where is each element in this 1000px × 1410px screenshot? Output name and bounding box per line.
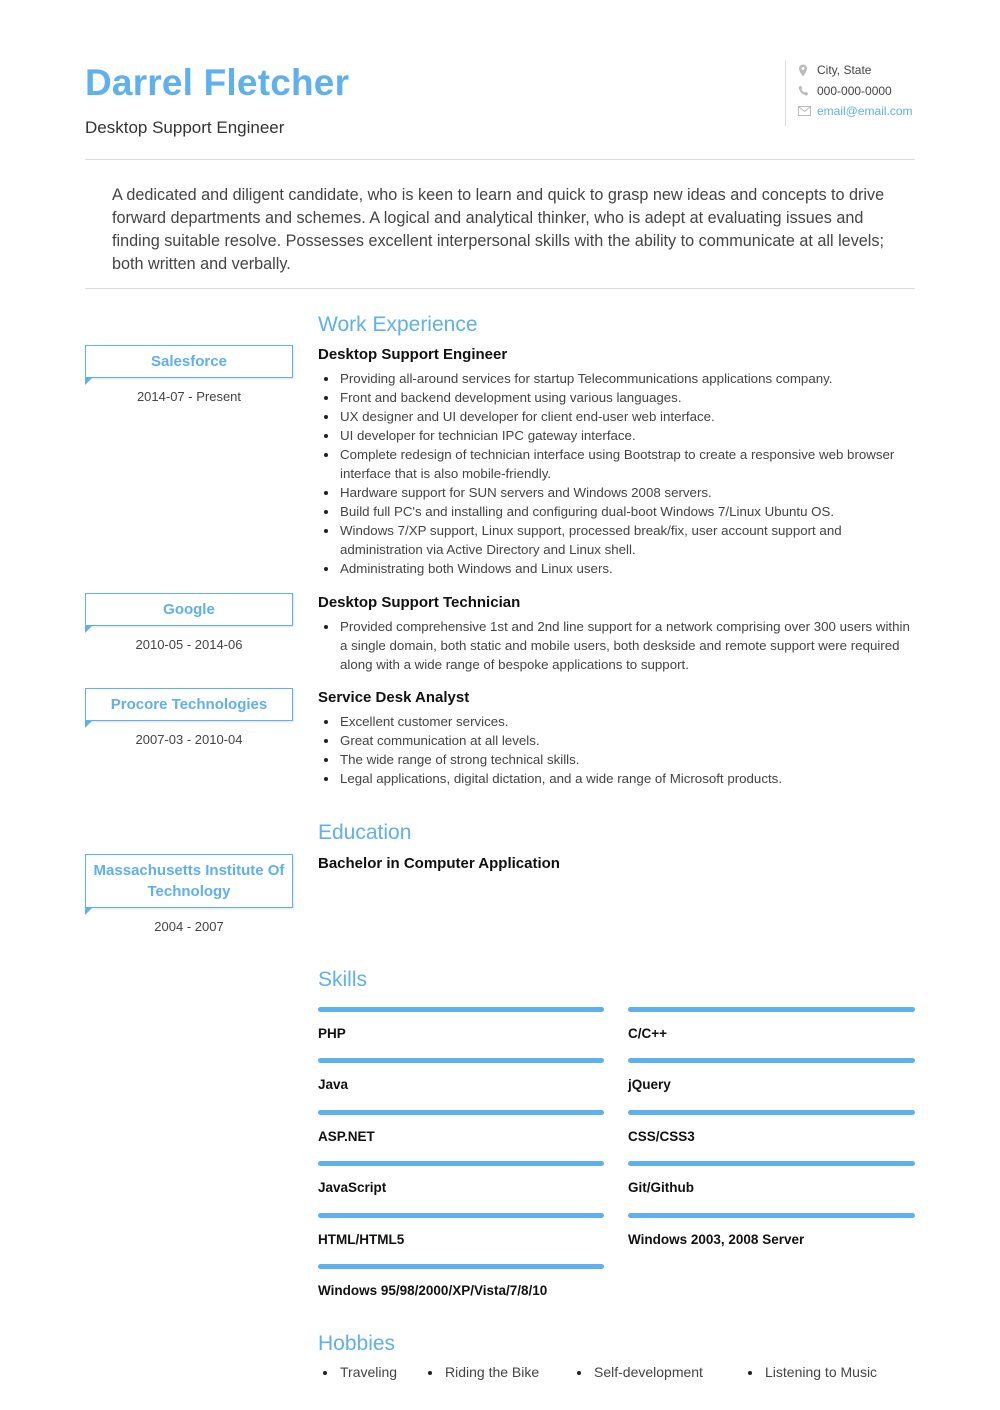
- skill-label: CSS/CSS3: [628, 1128, 695, 1144]
- hobby-item: Self-development: [572, 1364, 743, 1380]
- contact-email[interactable]: [798, 101, 913, 122]
- skill-label: C/C++: [628, 1026, 668, 1041]
- education-heading: Education: [318, 821, 412, 844]
- list-item: Administrating both Windows and Linux users.: [318, 559, 918, 578]
- job-role: Service Desk Analyst: [318, 689, 470, 706]
- summary-divider: [85, 288, 915, 289]
- skill-label: ASP.NET: [318, 1128, 375, 1144]
- skill-bar: [628, 1058, 915, 1063]
- list-item: The wide range of strong technical skills.: [318, 750, 918, 769]
- envelope-icon: [798, 106, 817, 116]
- skill-item: [318, 1110, 604, 1161]
- skill-bar: [628, 1161, 915, 1166]
- skills-grid: [318, 1007, 915, 1315]
- skill-item: [628, 1213, 915, 1264]
- job-dates: 2010-05 - 2014-06: [135, 637, 243, 652]
- skill-item: [318, 1264, 604, 1315]
- hobby-item: Listening to Music: [743, 1364, 877, 1380]
- degree: Bachelor in Computer Application: [318, 855, 560, 872]
- skills-heading: Skills: [318, 968, 368, 991]
- skill-item: [628, 1007, 915, 1058]
- candidate-name: Darrel Fletcher: [85, 62, 350, 103]
- skill-item: [628, 1058, 915, 1109]
- skill-label: Java: [318, 1077, 349, 1093]
- list-item: Front and backend development using various languages.: [318, 388, 918, 407]
- skill-bar: [318, 1007, 604, 1012]
- job-bullets: [318, 617, 918, 674]
- candidate-title: Desktop Support Engineer: [85, 118, 285, 137]
- skill-bar: [628, 1007, 915, 1012]
- skill-item: [628, 1110, 915, 1161]
- skill-bar: [318, 1264, 604, 1269]
- skill-label: Windows 2003, 2008 Server: [628, 1231, 805, 1247]
- hobbies-heading: Hobbies: [318, 1332, 396, 1355]
- skill-label: Git/Github: [628, 1180, 694, 1196]
- education-entry: [318, 855, 918, 878]
- list-item: UX designer and UI developer for client end-user web interface.: [318, 407, 918, 426]
- hobby-item: Riding the Bike: [423, 1364, 572, 1380]
- skill-bar: [318, 1213, 604, 1218]
- job-entry: [318, 346, 918, 578]
- skill-label: jQuery: [628, 1077, 671, 1093]
- list-item: Legal applications, digital dictation, and a wide range of Microsoft products.: [318, 769, 918, 788]
- email-link[interactable]: email@email.com: [817, 104, 913, 119]
- contact-location: [798, 60, 913, 81]
- skill-item: [628, 1161, 915, 1212]
- skill-item: [318, 1007, 604, 1058]
- education-dates: 2004 - 2007: [154, 919, 224, 934]
- list-item: Excellent customer services.: [318, 712, 918, 731]
- skill-item: [318, 1213, 604, 1264]
- list-item: Provided comprehensive 1st and 2nd line support for a network comprising over 300 users within a single domain, both static and mobile users, both deskside and remote support were required along with a wide range of bespoke applications to support.: [318, 617, 918, 674]
- skill-bar: [318, 1110, 604, 1115]
- school-tag: Massachusetts Institute Of Technology: [85, 854, 293, 908]
- phone-icon: [798, 85, 817, 97]
- job-entry: [318, 689, 918, 788]
- job-dates: 2014-07 - Present: [136, 389, 242, 404]
- skill-label: JavaScript: [318, 1180, 387, 1196]
- list-item: Hardware support for SUN servers and Windows 2008 servers.: [318, 483, 918, 502]
- skill-item: [318, 1058, 604, 1109]
- hobbies-list: [318, 1364, 877, 1380]
- summary-paragraph: A dedicated and diligent candidate, who is keen to learn and quick to grasp new ideas and concepts to drive forward departments and schemes. A logical and analytical thinker, who is adept at evaluating issues and finding suitable resolve. Possesses excellent interpersonal skills with the ability to communicate at all levels; both written and verbally.: [112, 186, 885, 273]
- list-item: Providing all-around services for startup Telecommunications applications company.: [318, 369, 918, 388]
- job-dates: 2007-03 - 2010-04: [135, 732, 243, 747]
- job-entry: [318, 594, 918, 674]
- company-tag-google: Google: [85, 593, 293, 626]
- contact-block: [785, 60, 913, 126]
- job-bullets: [318, 712, 918, 788]
- list-item: Complete redesign of technician interface using Bootstrap to create a responsive web browser interface that is also mobile-friendly.: [318, 445, 918, 483]
- contact-phone: [798, 81, 913, 102]
- phone-text: 000-000-0000: [817, 83, 892, 98]
- list-item: Great communication at all levels.: [318, 731, 918, 750]
- skill-bar: [318, 1161, 604, 1166]
- hobby-item: Traveling: [318, 1364, 423, 1380]
- header-divider: [85, 159, 915, 160]
- job-role: Desktop Support Technician: [318, 594, 521, 611]
- skill-bar: [318, 1058, 604, 1063]
- skill-label: PHP: [318, 1026, 346, 1041]
- location-text: City, State: [817, 63, 872, 78]
- job-role: Desktop Support Engineer: [318, 346, 508, 363]
- skill-bar: [628, 1213, 915, 1218]
- list-item: UI developer for technician IPC gateway interface.: [318, 426, 918, 445]
- work-experience-heading: Work Experience: [318, 313, 478, 336]
- skill-label: Windows 95/98/2000/XP/Vista/7/8/10: [318, 1282, 548, 1298]
- list-item: Windows 7/XP support, Linux support, processed break/fix, user account support and administration via Active Directory and Linux shell.: [318, 521, 918, 559]
- map-pin-icon: [798, 64, 817, 77]
- skill-item: [318, 1161, 604, 1212]
- company-tag-procore: Procore Technologies: [85, 688, 293, 721]
- skill-bar: [628, 1110, 915, 1115]
- company-tag-salesforce: Salesforce: [85, 345, 293, 378]
- job-bullets: [318, 369, 918, 578]
- list-item: Build full PC's and installing and configuring dual-boot Windows 7/Linux Ubuntu OS.: [318, 502, 918, 521]
- skill-label: HTML/HTML5: [318, 1231, 405, 1247]
